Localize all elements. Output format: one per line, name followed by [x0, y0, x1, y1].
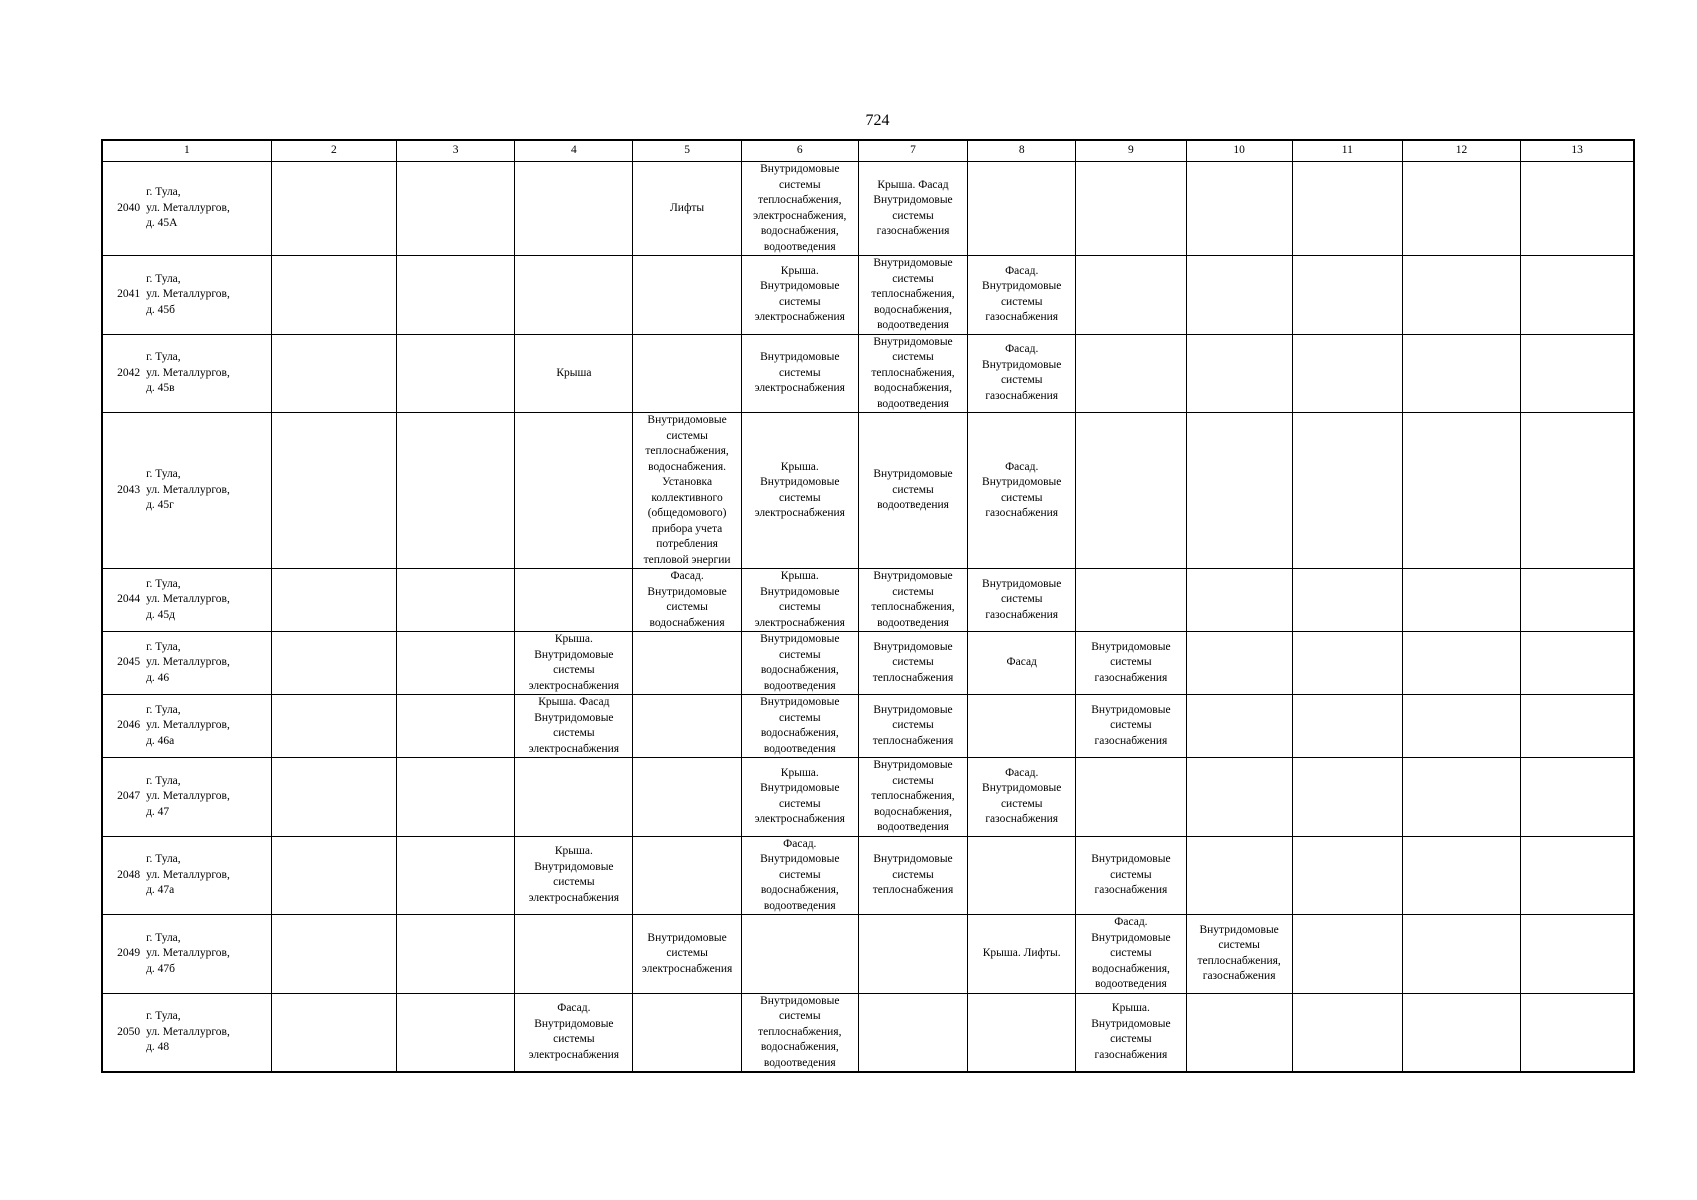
address-cell — [144, 632, 271, 695]
work-cell-col-10 — [1186, 413, 1292, 569]
work-cell-col-13 — [1521, 993, 1634, 1072]
work-cell-col-10 — [1186, 836, 1292, 915]
work-cell-col-13 — [1521, 632, 1634, 695]
column-header-4: 4 — [515, 140, 633, 162]
work-cell-col-9: Внутридомовые системы газоснабжения — [1076, 836, 1186, 915]
work-cell-col-3 — [397, 836, 515, 915]
work-cell-col-3 — [397, 993, 515, 1072]
address-line: ул. Металлургов, — [146, 790, 230, 802]
column-header-13: 13 — [1521, 140, 1634, 162]
work-cell-col-13 — [1521, 162, 1634, 256]
work-cell-col-7: Внутридомовые системы теплоснабжения — [858, 632, 967, 695]
work-cell-col-9: Фасад. Внутридомовые системы водоснабжения, водоотведения — [1076, 915, 1186, 994]
table-row — [102, 836, 1634, 915]
column-header-12: 12 — [1402, 140, 1520, 162]
work-cell-col-2 — [271, 695, 396, 758]
work-cell-col-12 — [1402, 256, 1520, 335]
table-row — [102, 695, 1634, 758]
work-cell-col-3 — [397, 162, 515, 256]
address-line: д. 45д — [146, 608, 176, 621]
work-cell-col-3 — [397, 695, 515, 758]
work-cell-col-5 — [633, 256, 741, 335]
address-cell — [144, 915, 271, 994]
work-cell-col-2 — [271, 993, 396, 1072]
work-cell-col-12 — [1402, 413, 1520, 569]
table-row — [102, 915, 1634, 994]
table-row — [102, 632, 1634, 695]
address-line: д. 46 — [146, 671, 170, 684]
work-cell-col-6: Крыша. Внутридомовые системы электроснабжения — [741, 758, 858, 837]
work-cell-col-12 — [1402, 569, 1520, 632]
table-row — [102, 993, 1634, 1072]
row-number: 2045 — [102, 632, 144, 695]
work-cell-col-8 — [968, 993, 1076, 1072]
column-header-8: 8 — [968, 140, 1076, 162]
row-number: 2050 — [102, 993, 144, 1072]
work-cell-col-6: Внутридомовые системы теплоснабжения, водоснабжения, водоотведения — [741, 993, 858, 1072]
table-row — [102, 413, 1634, 569]
address-line: г. Тула, — [146, 1010, 181, 1022]
table-row — [102, 162, 1634, 256]
address-line: ул. Металлургов, — [146, 656, 230, 669]
address-line: г. Тула, — [146, 272, 181, 285]
work-cell-col-4: Крыша. Внутридомовые системы электроснабжения — [515, 632, 633, 695]
address-line: г. Тула, — [146, 703, 181, 716]
work-cell-col-8: Фасад. Внутридомовые системы газоснабжения — [968, 413, 1076, 569]
work-cell-col-4 — [515, 256, 633, 335]
work-cell-col-2 — [271, 632, 396, 695]
work-cell-col-13 — [1521, 569, 1634, 632]
column-header-7: 7 — [858, 140, 967, 162]
address-line: ул. Металлургов, — [146, 947, 230, 959]
work-cell-col-9: Внутридомовые системы газоснабжения — [1076, 632, 1186, 695]
address-cell — [144, 695, 271, 758]
work-cell-col-11 — [1292, 758, 1402, 837]
address-line: ул. Металлургов, — [146, 719, 230, 732]
address-cell — [144, 334, 271, 413]
work-cell-col-2 — [271, 413, 396, 569]
address-line: г. Тула, — [146, 351, 181, 363]
work-cell-col-8: Крыша. Лифты. — [968, 915, 1076, 994]
address-line: д. 45б — [146, 303, 176, 316]
work-cell-col-5 — [633, 632, 741, 695]
work-cell-col-5: Внутридомовые системы теплоснабжения, водоснабжения. Установка коллективного (общедомового) прибора учета потребления тепловой энергии — [633, 413, 741, 569]
work-cell-col-11 — [1292, 256, 1402, 335]
address-cell — [144, 758, 271, 837]
address-line: ул. Металлургов, — [146, 366, 230, 379]
work-cell-col-8: Фасад. Внутридомовые системы газоснабжения — [968, 256, 1076, 335]
work-cell-col-2 — [271, 758, 396, 837]
work-cell-col-4: Крыша. Внутридомовые системы электроснабжения — [515, 836, 633, 915]
row-number: 2048 — [102, 836, 144, 915]
address-cell — [144, 836, 271, 915]
work-cell-col-12 — [1402, 632, 1520, 695]
work-cell-col-10 — [1186, 993, 1292, 1072]
address-line: д. 48 — [146, 1041, 170, 1053]
table-row — [102, 334, 1634, 413]
work-cell-col-6: Внутридомовые системы теплоснабжения, электроснабжения, водоснабжения, водоотведения — [741, 162, 858, 256]
work-cell-col-8: Внутридомовые системы газоснабжения — [968, 569, 1076, 632]
work-cell-col-5 — [633, 758, 741, 837]
column-header-3: 3 — [397, 140, 515, 162]
address-cell — [144, 993, 271, 1072]
work-cell-col-7 — [858, 993, 967, 1072]
work-cell-col-12 — [1402, 162, 1520, 256]
work-cell-col-4 — [515, 569, 633, 632]
row-number: 2047 — [102, 758, 144, 837]
work-cell-col-11 — [1292, 993, 1402, 1072]
address-line: д. 47а — [146, 884, 175, 896]
address-cell — [144, 569, 271, 632]
table-row — [102, 569, 1634, 632]
work-cell-col-12 — [1402, 836, 1520, 915]
work-cell-col-12 — [1402, 758, 1520, 837]
work-cell-col-6 — [741, 915, 858, 994]
work-cell-col-10 — [1186, 334, 1292, 413]
work-cell-col-4: Крыша. Фасад Внутридомовые системы электроснабжения — [515, 695, 633, 758]
work-cell-col-13 — [1521, 915, 1634, 994]
work-cell-col-13 — [1521, 695, 1634, 758]
table-row — [102, 758, 1634, 837]
work-cell-col-4 — [515, 915, 633, 994]
work-cell-col-9 — [1076, 334, 1186, 413]
work-cell-col-7: Внутридомовые системы теплоснабжения — [858, 695, 967, 758]
work-cell-col-2 — [271, 836, 396, 915]
row-number: 2044 — [102, 569, 144, 632]
work-cell-col-2 — [271, 334, 396, 413]
address-line: д. 47б — [146, 962, 176, 975]
address-line: ул. Металлургов, — [146, 593, 230, 606]
work-cell-col-10 — [1186, 695, 1292, 758]
work-cell-col-11 — [1292, 836, 1402, 915]
address-line: ул. Металлургов, — [146, 483, 230, 496]
work-cell-col-10 — [1186, 256, 1292, 335]
work-cell-col-6: Крыша. Внутридомовые системы электроснабжения — [741, 569, 858, 632]
work-cell-col-12 — [1402, 993, 1520, 1072]
row-number: 2040 — [102, 162, 144, 256]
row-number: 2041 — [102, 256, 144, 335]
work-cell-col-7: Крыша. Фасад Внутридомовые системы газоснабжения — [858, 162, 967, 256]
work-cell-col-6: Внутридомовые системы водоснабжения, водоотведения — [741, 632, 858, 695]
work-cell-col-11 — [1292, 162, 1402, 256]
work-cell-col-9: Внутридомовые системы газоснабжения — [1076, 695, 1186, 758]
work-cell-col-3 — [397, 915, 515, 994]
address-line: г. Тула, — [146, 186, 181, 199]
address-cell — [144, 162, 271, 256]
column-header-5: 5 — [633, 140, 741, 162]
work-cell-col-8 — [968, 695, 1076, 758]
work-cell-col-8: Фасад — [968, 632, 1076, 695]
work-cell-col-7: Внутридомовые системы водоотведения — [858, 413, 967, 569]
work-cell-col-5: Фасад. Внутридомовые системы водоснабжения — [633, 569, 741, 632]
work-cell-col-11 — [1292, 569, 1402, 632]
work-cell-col-10 — [1186, 569, 1292, 632]
address-line: д. 45в — [146, 382, 175, 394]
work-cell-col-13 — [1521, 256, 1634, 335]
work-cell-col-2 — [271, 569, 396, 632]
work-cell-col-3 — [397, 758, 515, 837]
work-cell-col-12 — [1402, 334, 1520, 413]
work-cell-col-8 — [968, 162, 1076, 256]
address-line: г. Тула, — [146, 577, 181, 590]
column-header-2: 2 — [271, 140, 396, 162]
table-row — [102, 256, 1634, 335]
column-header-9: 9 — [1076, 140, 1186, 162]
work-cell-col-3 — [397, 632, 515, 695]
address-line: ул. Металлургов, — [146, 201, 230, 214]
work-cell-col-8: Фасад. Внутридомовые системы газоснабжения — [968, 758, 1076, 837]
address-line: ул. Металлургов, — [146, 288, 230, 300]
work-cell-col-9: Крыша. Внутридомовые системы газоснабжения — [1076, 993, 1186, 1072]
work-cell-col-5 — [633, 836, 741, 915]
work-cell-col-7: Внутридомовые системы теплоснабжения — [858, 836, 967, 915]
row-number: 2049 — [102, 915, 144, 994]
address-line: г. Тула, — [146, 931, 181, 944]
work-cell-col-3 — [397, 334, 515, 413]
work-cell-col-10 — [1186, 162, 1292, 256]
work-cell-col-9 — [1076, 413, 1186, 569]
address-line: ул. Металлургов, — [146, 868, 230, 881]
work-cell-col-5: Внутридомовые системы электроснабжения — [633, 915, 741, 994]
column-header-6: 6 — [741, 140, 858, 162]
column-number-header-row — [102, 140, 1634, 162]
work-cell-col-9 — [1076, 162, 1186, 256]
work-cell-col-13 — [1521, 334, 1634, 413]
work-cell-col-9 — [1076, 758, 1186, 837]
work-cell-col-10 — [1186, 758, 1292, 837]
work-cell-col-6: Внутридомовые системы водоснабжения, водоотведения — [741, 695, 858, 758]
column-header-1: 1 — [102, 140, 271, 162]
work-cell-col-3 — [397, 256, 515, 335]
work-cell-col-13 — [1521, 836, 1634, 915]
work-cell-col-2 — [271, 256, 396, 335]
work-cell-col-5 — [633, 334, 741, 413]
work-cell-col-12 — [1402, 915, 1520, 994]
work-cell-col-11 — [1292, 632, 1402, 695]
work-cell-col-8 — [968, 836, 1076, 915]
column-header-10: 10 — [1186, 140, 1292, 162]
work-cell-col-5 — [633, 993, 741, 1072]
address-line: г. Тула, — [146, 640, 181, 653]
work-cell-col-11 — [1292, 334, 1402, 413]
address-line: д. 45А — [146, 217, 178, 230]
work-cell-col-3 — [397, 569, 515, 632]
work-cell-col-13 — [1521, 413, 1634, 569]
work-cell-col-12 — [1402, 695, 1520, 758]
work-cell-col-7: Внутридомовые системы теплоснабжения, водоснабжения, водоотведения — [858, 758, 967, 837]
work-cell-col-9 — [1076, 256, 1186, 335]
work-cell-col-6: Фасад. Внутридомовые системы водоснабжения, водоотведения — [741, 836, 858, 915]
work-cell-col-5 — [633, 695, 741, 758]
table-body — [102, 162, 1634, 1073]
address-line: д. 45г — [146, 499, 174, 512]
work-cell-col-4: Фасад. Внутридомовые системы электроснабжения — [515, 993, 633, 1072]
work-cell-col-4 — [515, 413, 633, 569]
address-line: д. 47 — [146, 805, 170, 818]
repair-schedule-table — [101, 139, 1635, 1073]
work-cell-col-10 — [1186, 632, 1292, 695]
address-cell — [144, 413, 271, 569]
address-cell — [144, 256, 271, 335]
row-number: 2042 — [102, 334, 144, 413]
work-cell-col-4 — [515, 162, 633, 256]
work-cell-col-5: Лифты — [633, 162, 741, 256]
work-cell-col-11 — [1292, 695, 1402, 758]
column-header-11: 11 — [1292, 140, 1402, 162]
work-cell-col-10: Внутридомовые системы теплоснабжения, газоснабжения — [1186, 915, 1292, 994]
work-cell-col-7: Внутридомовые системы теплоснабжения, водоснабжения, водоотведения — [858, 334, 967, 413]
work-cell-col-7: Внутридомовые системы теплоснабжения, водоснабжения, водоотведения — [858, 256, 967, 335]
page-number: 724 — [865, 112, 890, 129]
address-line: г. Тула, — [146, 774, 181, 787]
address-line: г. Тула, — [146, 853, 181, 865]
work-cell-col-11 — [1292, 413, 1402, 569]
row-number: 2043 — [102, 413, 144, 569]
work-cell-col-2 — [271, 162, 396, 256]
work-cell-col-4 — [515, 758, 633, 837]
work-cell-col-8: Фасад. Внутридомовые системы газоснабжения — [968, 334, 1076, 413]
address-line: г. Тула, — [146, 468, 181, 481]
work-cell-col-7: Внутридомовые системы теплоснабжения, водоотведения — [858, 569, 967, 632]
work-cell-col-6: Крыша. Внутридомовые системы электроснабжения — [741, 256, 858, 335]
address-line: д. 46а — [146, 734, 175, 747]
work-cell-col-13 — [1521, 758, 1634, 837]
row-number: 2046 — [102, 695, 144, 758]
work-cell-col-11 — [1292, 915, 1402, 994]
work-cell-col-3 — [397, 413, 515, 569]
work-cell-col-2 — [271, 915, 396, 994]
address-line: ул. Металлургов, — [146, 1025, 230, 1038]
work-cell-col-6: Крыша. Внутридомовые системы электроснабжения — [741, 413, 858, 569]
work-cell-col-4: Крыша — [515, 334, 633, 413]
work-cell-col-6: Внутридомовые системы электроснабжения — [741, 334, 858, 413]
work-cell-col-7 — [858, 915, 967, 994]
work-cell-col-9 — [1076, 569, 1186, 632]
